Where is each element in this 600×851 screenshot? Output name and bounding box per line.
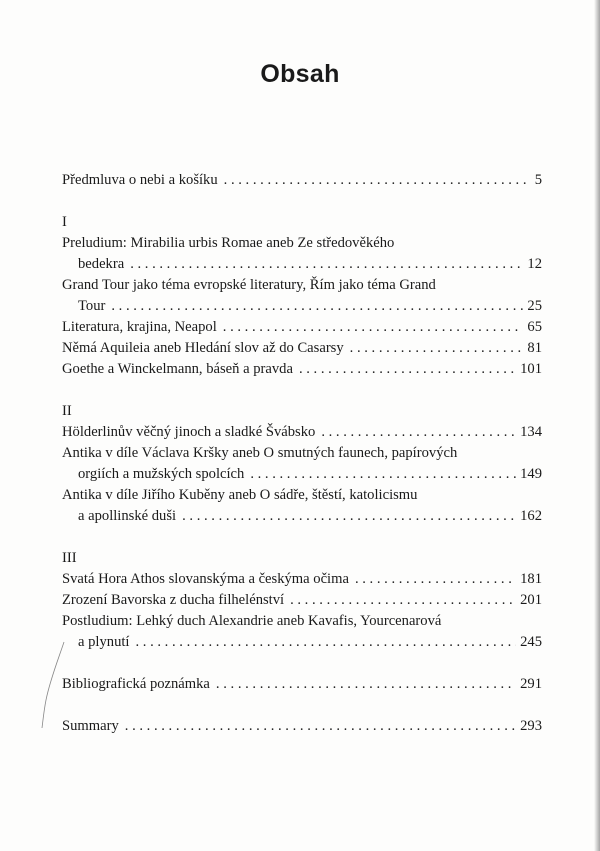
toc-page-number: 162 xyxy=(520,508,542,524)
toc-page-number: 291 xyxy=(520,676,542,692)
toc-page-number: 65 xyxy=(527,319,542,335)
dot-leader xyxy=(135,632,516,653)
toc-page-number: 25 xyxy=(527,298,542,314)
dot-leader xyxy=(125,716,516,737)
toc-entry-bibliography xyxy=(62,674,542,695)
toc-page-number: 201 xyxy=(520,592,542,608)
toc-entry-text: a apollinské duši xyxy=(78,508,177,524)
toc-entry-text: Němá Aquileia aneb Hledání slov až do Casarsy xyxy=(62,340,344,356)
toc-entry-krska xyxy=(62,464,542,485)
section-label-2: II xyxy=(62,403,72,419)
toc-entry-literatura xyxy=(62,317,542,338)
toc-entry-line: Grand Tour jako téma evropské literatury, Řím jako téma Grand xyxy=(62,277,436,293)
toc-entry-summary xyxy=(62,716,542,737)
dot-leader xyxy=(350,338,524,359)
toc-entry-preface xyxy=(62,170,542,191)
toc-entry-goethe xyxy=(62,359,542,380)
toc-page-number: 5 xyxy=(534,172,542,188)
toc-entry-text: Literatura, krajina, Neapol xyxy=(62,319,217,335)
toc-entry-text: orgiích a mužských spolcích xyxy=(78,466,245,482)
toc-page-number: 12 xyxy=(527,256,542,272)
toc-entry-text: Hölderlinův věčný jinoch a sladké Švábsko xyxy=(62,424,316,440)
toc-entry-holderlin xyxy=(62,422,542,443)
toc-entry-text: Goethe a Winckelmann, báseň a pravda xyxy=(62,361,293,377)
page-title: Obsah xyxy=(260,60,340,88)
toc-page-number: 149 xyxy=(520,466,542,482)
dot-leader xyxy=(355,569,516,590)
toc-page-number: 245 xyxy=(520,634,542,650)
dot-leader xyxy=(224,170,531,191)
dot-leader xyxy=(299,359,516,380)
dot-leader xyxy=(130,254,523,275)
toc-entry-kubena xyxy=(62,506,542,527)
dot-leader xyxy=(111,296,523,317)
toc-entry-preludium xyxy=(62,254,542,275)
toc-entry-line: Antika v díle Václava Kršky aneb O smutných faunech, papírových xyxy=(62,445,458,461)
toc-page-number: 81 xyxy=(527,340,542,356)
toc-entry-text: a plynutí xyxy=(78,634,130,650)
toc-entry-text: Summary xyxy=(62,718,119,734)
section-label-3: III xyxy=(62,550,77,566)
toc-entry-aquileia xyxy=(62,338,542,359)
dot-leader xyxy=(223,317,524,338)
toc-entry-text: Zrození Bavorska z ducha filhelénství xyxy=(62,592,285,608)
section-label-1: I xyxy=(62,214,67,230)
pencil-mark xyxy=(40,640,70,730)
dot-leader xyxy=(216,674,516,695)
dot-leader xyxy=(182,506,516,527)
dot-leader xyxy=(290,590,516,611)
toc-entry-grand-tour xyxy=(62,296,542,317)
table-of-contents xyxy=(62,170,542,737)
toc-entry-text: bedekra xyxy=(78,256,125,272)
toc-entry-text: Tour xyxy=(78,298,106,314)
toc-entry-postludium xyxy=(62,632,542,653)
toc-entry-text: Předmluva o nebi a košíku xyxy=(62,172,218,188)
toc-entry-text: Bibliografická poznámka xyxy=(62,676,210,692)
toc-entry-line: Antika v díle Jiřího Kuběny aneb O sádře, štěstí, katolicismu xyxy=(62,487,418,503)
toc-entry-bavorsko xyxy=(62,590,542,611)
page-edge-shadow xyxy=(594,0,600,851)
toc-entry-text: Svatá Hora Athos slovanskýma a českýma očima xyxy=(62,571,349,587)
toc-page-number: 181 xyxy=(520,571,542,587)
toc-entry-line: Postludium: Lehký duch Alexandrie aneb Kavafis, Yourcenarová xyxy=(62,613,442,629)
dot-leader xyxy=(250,464,516,485)
dot-leader xyxy=(321,422,516,443)
toc-entry-line: Preludium: Mirabilia urbis Romae aneb Ze středověkého xyxy=(62,235,395,251)
toc-page-number: 134 xyxy=(520,424,542,440)
toc-entry-athos xyxy=(62,569,542,590)
toc-page-number: 293 xyxy=(520,718,542,734)
toc-page-number: 101 xyxy=(520,361,542,377)
